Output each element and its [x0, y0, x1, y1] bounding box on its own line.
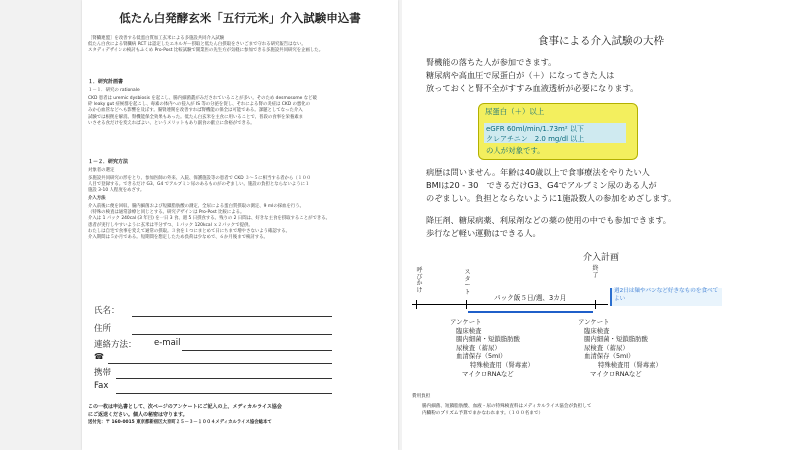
contact-label: 連絡方法：	[94, 340, 137, 350]
cost-note	[422, 404, 591, 417]
intro-line: スタディデザインの検討もふくめ Pro-Post 比較試験で開業医の先生方が気軽に参加できる多施設共同研究を企画した。	[88, 48, 324, 54]
criteria-line: の人が対象です。	[486, 146, 545, 155]
medical-history-text	[426, 166, 676, 205]
note-line: 内臓粉のプリズム予算でまかなわれます。（１００名まで）	[422, 410, 544, 416]
email-label: e-mail	[154, 338, 181, 348]
list-item: 臨床検査	[584, 326, 610, 335]
mobile-label: 携帯	[94, 368, 112, 378]
body-line: 砕 leaky gut 症候群を起こし、毒素の体内への侵入が IS 等の分泌を促し、それによる腎の炎症は CKD の悪化の	[88, 102, 311, 108]
subjects-text	[88, 176, 390, 195]
submission-note	[88, 404, 388, 427]
email-field[interactable]	[182, 350, 332, 351]
body-line: 多施設共同研究の形をとり、参加医師の外来、入院、保護施設等の患者で CKD ３～５に相当する者から（１００	[88, 176, 311, 181]
mobile-field[interactable]	[116, 378, 332, 379]
note-line: にご返送ください。個人の秘密は守ります。	[88, 411, 188, 418]
body-line: CKD 患者は uremic dysbiosis を起こし、腸内細菌叢がみだされていることが多い。そのため desmosome など破	[88, 96, 317, 101]
text-line: 糖尿病や高血圧で尿蛋白が（＋）になってきた人は	[426, 70, 615, 80]
intro-line: ［腎臓連盟］を改善する低蛋白質加工玄米による多施設共同介入試験	[88, 36, 225, 41]
intervention-period-bar	[468, 311, 593, 313]
list-item: 腸内細菌・短鎖脂肪酸	[584, 335, 648, 344]
section-1-1-heading: １－１．研究の rationale	[88, 88, 140, 93]
method-text	[88, 204, 390, 241]
intro-text	[88, 36, 388, 55]
body-line: みか心血管などへも影響を及ぼす。腸腎連関を改善すれば腎機能の保全は可能である。課題としてなった介入	[88, 108, 303, 114]
address-field[interactable]	[132, 334, 332, 335]
body-line: いさせる食だけを変えればよい、というメリットもあり副食の献立に余裕ができる。	[88, 120, 255, 126]
address-label: 住所	[94, 324, 112, 334]
timeline-tick	[416, 300, 417, 309]
section-1-heading: １．研究計画書	[88, 79, 124, 85]
list-item: 血清保存（5ml）	[584, 352, 635, 361]
name-field[interactable]	[132, 316, 332, 317]
phone-icon: ☎	[94, 352, 104, 361]
intro-line: 低たん白食による腎臓病 RCT は認定したエネルギー摂取と低たん白摂取をさいごまで守れる研究報告はない。	[88, 42, 306, 48]
list-item: 尿検査（蓄尿）	[456, 343, 501, 352]
address-line: 送付先：〒 160-0015 東京都新宿区大京町２５－３－１００４メディカルライス協会総本て	[88, 420, 272, 425]
free-days-note: 週2日は麺やパンなど好きなものを食べてよい	[610, 288, 722, 306]
text-line: 歩行など軽い運動はできる人。	[426, 228, 541, 238]
text-line: 降圧剤、糖尿病薬、利尿剤などの薬の使用の中でも参加できます。	[426, 215, 671, 225]
end-label: 終了	[592, 265, 599, 279]
timeline-tick	[466, 300, 467, 309]
list-item: 特殊検査用（腎毒素）	[470, 360, 534, 369]
followup-tests-list	[578, 318, 662, 378]
list-item: アンケート	[578, 318, 610, 326]
criteria-line: eGFR 60ml/min/1.73m² 以下	[486, 125, 584, 133]
note-line: この一枚は申込書として、次ページのアンケートにご記入の上、メディカルライス協会	[88, 404, 282, 410]
body-line: わたしは自宅で食事を変えて通常の摂取。３食を１つにまとめて日にちまで増やさないよう確認する。	[88, 228, 290, 234]
list-item: 血清保存（5ml）	[456, 352, 507, 361]
body-line: 介入期間は５か月である。短期間を想定したため負荷は少なめで、６か月後まで検討する。	[88, 235, 268, 241]
body-line: 介入前後に便を回収、腸内細菌および短鎖脂肪酸の測定、全尿による蛋白質摂取の測定、9 mlの採血を行う。	[88, 204, 305, 209]
criteria-line: クレアチニン 2.0 mg/dl 以上	[486, 135, 585, 143]
list-item: 特殊検査用（腎毒素）	[598, 360, 662, 369]
list-item: マイクロRNAなど	[590, 369, 642, 378]
body-line: 施設 3-10 人程度をめざす。	[88, 188, 145, 194]
text-line: BMIは20 ‐ 30 できるだけG3、G4でアルブミン尿のある人が	[426, 180, 657, 190]
body-line: （特殊の検査は通常診療と同じとする。研究デザインは Pro-Post 比較による。	[88, 210, 245, 216]
fax-label: Fax	[94, 381, 109, 391]
call-label: 呼びかけ	[416, 267, 423, 294]
medication-text	[426, 214, 671, 240]
list-item: 臨床検査	[456, 326, 482, 335]
eligibility-intro	[426, 56, 638, 95]
phone-field[interactable]	[108, 363, 332, 364]
baseline-tests-list	[450, 318, 534, 378]
timeline-tick	[595, 300, 596, 309]
body-line: 介入は 1 パック 240cal (3 年目) を一日 3 食、週 5 日摂食する。残りの 2 日間は、好きな主食を摂取することができる。	[88, 216, 331, 222]
list-item: 腸内細菌・短鎖脂肪酸	[456, 335, 520, 344]
pack-label: パック飯５日/週、3カ月	[494, 294, 567, 302]
outline-title: 食事による介入試験の大枠	[538, 35, 664, 47]
method-heading: 介入方法	[88, 196, 106, 201]
name-label: 氏名：	[94, 306, 120, 316]
list-item: マイクロRNAなど	[462, 369, 514, 378]
start-label: スタート	[464, 269, 471, 296]
fax-field[interactable]	[116, 393, 332, 394]
criteria-line: 尿蛋白（＋）以上	[485, 107, 545, 116]
body-line: 試験では根拠を解消。腎機能保全効果もあった。低たん白玄米を主食に用いることで、普段の食事を栄養素ま	[88, 114, 304, 120]
timeline-axis	[412, 304, 608, 305]
subjects-heading: 対象者の選定	[88, 168, 115, 173]
cost-heading: 費用負担	[412, 394, 431, 399]
note-line: 腸内細菌、短鎖脂肪酸、血液・尿の特殊検査料はメディカルライス協会が負担して	[422, 404, 592, 409]
section-1-2-heading: １－２．研究方法	[88, 159, 129, 165]
list-item: 尿検査（蓄尿）	[584, 343, 629, 352]
rationale-text	[88, 96, 390, 127]
list-item: アンケート	[450, 318, 482, 326]
body-line: 患者が実行しやすいように玄米は半分ずつ、１パック 120kcal ｘ２パックで提供。	[88, 222, 253, 228]
body-line: 人目で登録する。できるだけ G3、G4 でアルブミン尿のあるものがのぞましい。施設の負担とならないように１	[88, 182, 310, 188]
text-line: のぞましい。負担とならないように1施設数人の参加をめざします。	[426, 193, 677, 203]
plan-title: 介入計画	[582, 253, 619, 263]
text-line: 腎機能の落ちた人が参加できます。	[426, 57, 557, 67]
form-title: 低たん白発酵玄米「五行元米」介入試験申込書	[119, 11, 361, 25]
text-line: 放っておくと腎不全がすすみ血液透析が必要になります。	[426, 83, 639, 93]
trial-outline-page	[402, 0, 800, 450]
text-line: 病歴は問いません。年齢は40歳以上で食事療法をやりたい人	[426, 167, 650, 177]
application-form-page	[82, 0, 398, 450]
